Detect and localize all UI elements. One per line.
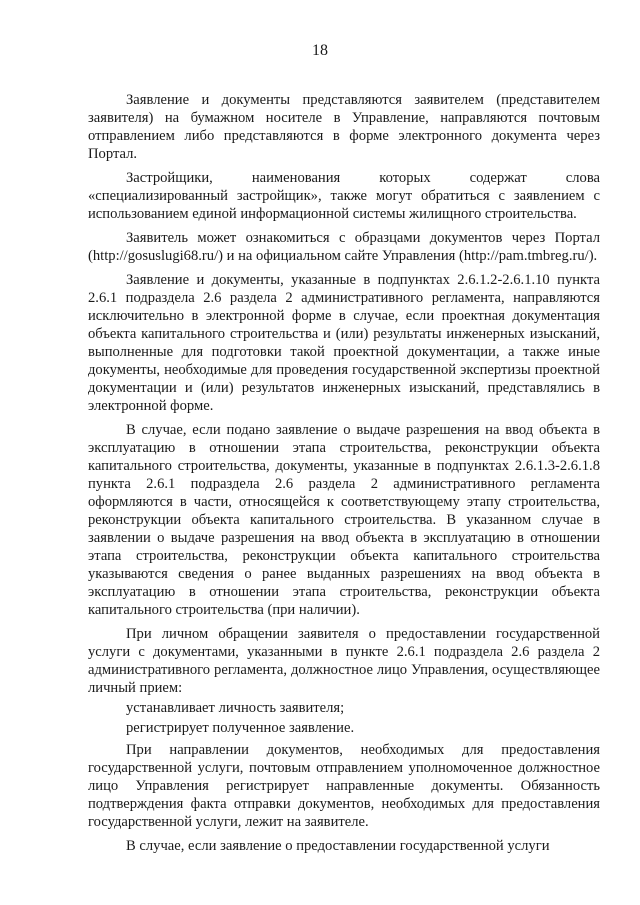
paragraph-postal-submission: При направлении документов, необходимых для предоставления государственной услуги, почтовым отправлением уполномоченное должностное лицо Управления регистрирует направленные документы. Обязанность подтверждения факта отправки документов, необходимых для предоставления государственной услуги, лежит на заявителе. (88, 742, 600, 830)
paragraph-construction-stage: В случае, если подано заявление о выдаче разрешения на ввод объекта в эксплуатацию в отношении этапа строительства, реконструкции объекта капитального строительства, документы, указанные в подпунктах 2.6.1.3-2.6.1.8 пункта 2.6.1 подраздела 2.6 раздела 2 административного регламента оформляются в части, относящейся к соответствующему этапу строительства, реконструкции объекта капитального строительства. В указанном случае в заявлении о выдаче разрешения на ввод объекта в эксплуатацию в отношении этапа строительства, реконструкции объекта капитального строительства указываются сведения о ранее выданных разрешениях на ввод объекта в эксплуатацию в отношении этапа строительства, реконструкции объекта капитального строительства (при наличии). (88, 422, 600, 618)
paragraph-submission-methods: Заявление и документы представляются заявителем (представителем заявителя) на бумажном носителе в Управление, направляются почтовым отправлением либо представляются в форме электронного документа через Портал. (88, 92, 600, 162)
document-body (88, 91, 600, 861)
paragraph-personal-appeal: При личном обращении заявителя о предоставлении государственной услуги с документами, указанными в пункте 2.6.1 подраздела 2.6 раздела 2 административного регламента, должностное лицо Управления, осуществляющее личный прием: (88, 626, 600, 696)
paragraph-document-samples: Заявитель может ознакомиться с образцами документов через Портал (http://gosuslugi68.ru/) и на официальном сайте Управления (http://pam.tmbreg.ru/). (88, 230, 600, 264)
paragraph-registration: регистрирует полученное заявление. (126, 720, 355, 736)
paragraph-continuation: В случае, если заявление о предоставлении государственной услуги (126, 838, 550, 854)
paragraph-identity-check: устанавливает личность заявителя; (126, 700, 345, 716)
paragraph-electronic-submission: Заявление и документы, указанные в подпунктах 2.6.1.2-2.6.1.10 пункта 2.6.1 подраздела 2.6 раздела 2 административного регламента, направляются исключительно в электронной форме в случае, если проектная документация объекта капитального строительства и (или) результаты инженерных изысканий, выполненные для подготовки такой проектной документации, а также иные документы, необходимые для проведения государственной экспертизы проектной документации и (или) результатов инженерных изысканий, представлялись в электронной форме. (88, 272, 600, 414)
page-number: 18 (312, 42, 328, 59)
paragraph-specialized-developers: Застройщики, наименования которых содержат слова «специализированный застройщик», также могут обратиться с заявлением с использованием единой информационной системы жилищного строительства. (88, 170, 600, 222)
